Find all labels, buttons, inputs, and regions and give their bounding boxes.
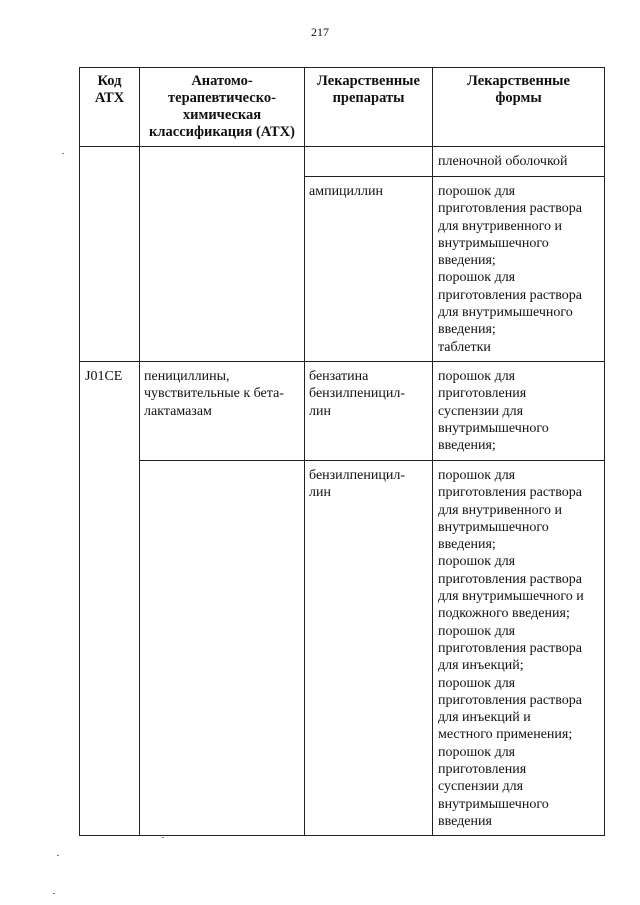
table-border-bottom <box>79 835 605 836</box>
column-divider-1 <box>139 67 140 836</box>
drug-ampicillin: ампициллин <box>309 184 383 199</box>
forms-ampicillin: порошок для приготовления раствора для внутривенного и внутримышечного введения; порошок для приготовления раствора для внутримышечного введения; таблетки <box>438 184 582 355</box>
atc-code-j01ce: J01CE <box>85 369 123 384</box>
scan-speck <box>57 855 59 856</box>
form-film-continuation: пленочной оболочкой <box>438 154 568 169</box>
header-drugs: Лекарственные препараты <box>317 73 420 106</box>
drug-benzathine-benzylpenicillin: бензатина бензилпеницил- лин <box>309 369 405 419</box>
header-atc-classification: Анатомо- терапевтическо- химическая классификация (АТХ) <box>149 73 295 140</box>
row-divider-group <box>79 361 605 362</box>
table-border-left <box>79 67 80 836</box>
atc-class-penicillins: пенициллины, чувствительные к бета- лактамазам <box>144 369 284 419</box>
table-border-top <box>79 67 605 68</box>
scan-speck <box>62 153 64 154</box>
column-divider-3 <box>432 67 433 836</box>
table-border-right <box>604 67 605 836</box>
row-divider-benzathine <box>139 460 605 461</box>
forms-benzathine-benzylpenicillin: порошок для приготовления суспензии для внутримышечного введения; <box>438 369 549 454</box>
drug-benzylpenicillin: бензилпеницил- лин <box>309 468 405 501</box>
column-divider-2 <box>304 67 305 836</box>
header-code: Код АТХ <box>94 73 125 106</box>
row-divider-film <box>304 176 605 177</box>
scan-speck <box>53 893 55 894</box>
page-number: 217 <box>311 25 329 39</box>
header-forms: Лекарственные формы <box>467 73 570 106</box>
scan-speck <box>162 837 164 838</box>
header-bottom-line <box>79 146 605 147</box>
forms-benzylpenicillin: порошок для приготовления раствора для внутривенного и внутримышечного введения; порошок для приготовления раствора для внутримышечного и подкожного введения; порошок для приготовления раствора для инъекций; порошок для приготовления раствора для инъекций и местного применения; порошок для приготовления суспензии для внутримышечного введения <box>438 468 584 829</box>
